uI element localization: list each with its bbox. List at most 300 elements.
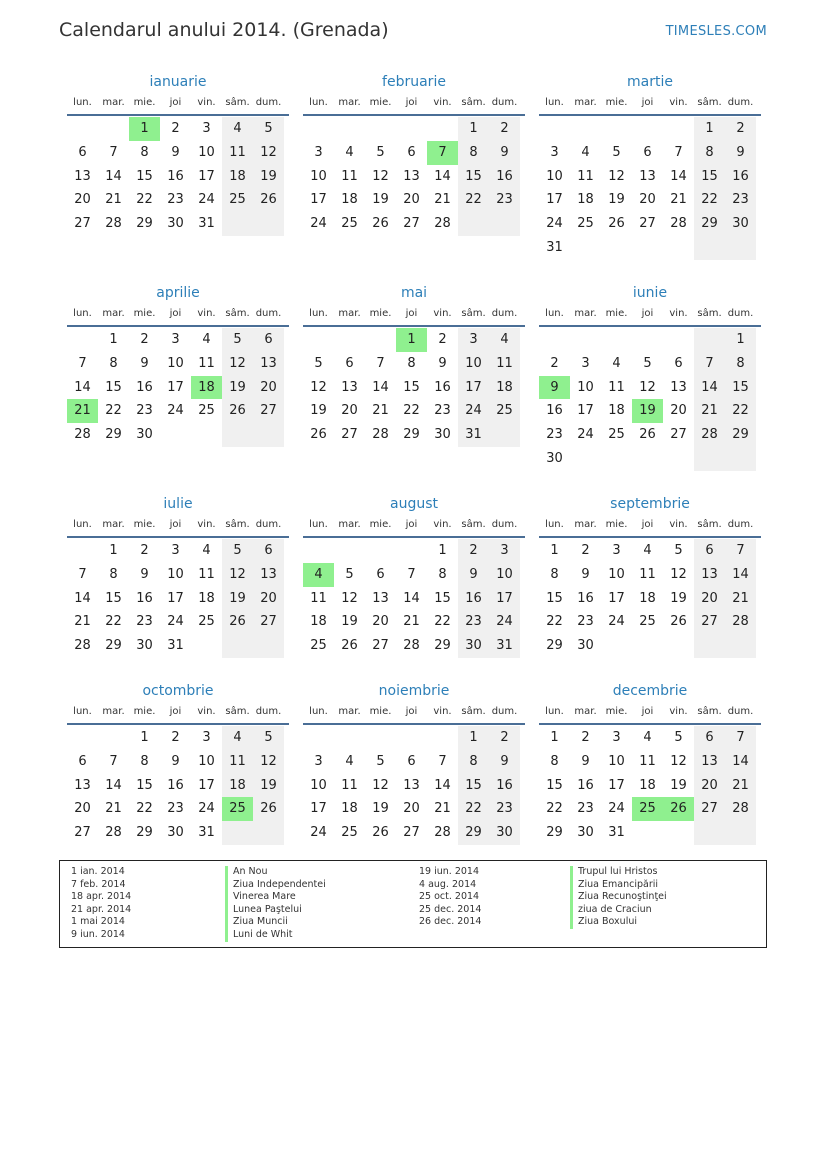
day-cell: 20 <box>341 403 358 419</box>
day-cell: 19 <box>670 777 687 793</box>
day-cell: 11 <box>198 355 215 371</box>
day-cell: 18 <box>577 192 594 208</box>
day-cell: 24 <box>489 610 520 634</box>
weekday-label: vin. <box>197 97 216 108</box>
empty-day-cell <box>191 634 222 658</box>
day-cell: 13 <box>253 563 284 587</box>
day-cell: 5 <box>222 328 253 352</box>
legend-holiday-name: Ziua Recunoştinţei <box>570 891 667 904</box>
day-cell: 1 <box>694 117 725 141</box>
day-cell: 27 <box>403 216 420 232</box>
day-cell: 6 <box>674 355 683 371</box>
day-cell: 31 <box>608 825 625 841</box>
day-cell: 29 <box>694 212 725 236</box>
holiday-day-cell: 1 <box>396 328 427 352</box>
day-cell: 10 <box>167 355 184 371</box>
day-cell: 16 <box>577 590 594 606</box>
empty-day-cell <box>601 328 632 352</box>
legend-date: 19 iun. 2014 <box>419 866 480 877</box>
day-cell: 12 <box>670 566 687 582</box>
day-cell: 21 <box>670 192 687 208</box>
day-cell: 1 <box>458 117 489 141</box>
month-noiembrie <box>303 681 525 845</box>
legend-holiday-name: Luni de Whit <box>225 929 326 942</box>
day-cell: 27 <box>372 638 389 654</box>
day-cell: 14 <box>725 563 756 587</box>
day-cell: 27 <box>253 399 284 423</box>
empty-day-cell <box>253 821 284 845</box>
month-iulie <box>67 494 289 658</box>
day-cell: 25 <box>639 614 656 630</box>
day-cell: 11 <box>341 168 358 184</box>
day-cell: 7 <box>694 352 725 376</box>
day-cell: 20 <box>403 801 420 817</box>
day-cell: 24 <box>310 216 327 232</box>
day-cell: 1 <box>458 726 489 750</box>
day-cell: 15 <box>458 774 489 798</box>
empty-day-cell <box>303 726 334 750</box>
empty-day-cell <box>632 447 663 471</box>
day-cell: 23 <box>489 188 520 212</box>
day-cell: 26 <box>253 797 284 821</box>
day-cell: 8 <box>407 355 416 371</box>
day-cell: 17 <box>458 376 489 400</box>
day-cell: 12 <box>639 379 656 395</box>
empty-day-cell <box>222 423 253 447</box>
day-cell: 31 <box>198 825 215 841</box>
day-cell: 19 <box>372 192 389 208</box>
day-cell: 5 <box>674 543 683 558</box>
weekday-header <box>67 94 289 116</box>
day-cell: 16 <box>434 379 451 395</box>
day-cell: 16 <box>725 165 756 189</box>
day-cell: 14 <box>403 590 420 606</box>
day-cell: 23 <box>136 403 153 419</box>
day-cell: 10 <box>167 566 184 582</box>
month-name: aprilie <box>156 285 200 301</box>
day-cell: 22 <box>105 614 122 630</box>
empty-day-cell <box>396 726 427 750</box>
weekday-label: mar. <box>102 519 125 530</box>
empty-day-cell <box>253 423 284 447</box>
day-cell: 8 <box>140 144 149 160</box>
legend-date: 9 iun. 2014 <box>71 928 125 940</box>
days-grid <box>303 117 525 236</box>
weekday-label: joi <box>169 97 182 108</box>
day-cell: 29 <box>105 638 122 654</box>
empty-day-cell <box>334 117 365 141</box>
day-cell: 28 <box>725 797 756 821</box>
empty-day-cell <box>632 328 663 352</box>
weekday-label: dum. <box>727 308 754 319</box>
day-cell: 6 <box>345 355 354 371</box>
day-cell: 9 <box>140 355 149 371</box>
day-cell: 19 <box>222 376 253 400</box>
day-cell: 24 <box>546 216 563 232</box>
day-cell: 21 <box>105 192 122 208</box>
weekday-label: mar. <box>338 97 361 108</box>
weekday-label: dum. <box>491 97 518 108</box>
empty-day-cell <box>222 821 253 845</box>
day-cell: 4 <box>202 543 211 558</box>
day-cell: 26 <box>253 188 284 212</box>
day-cell: 4 <box>581 144 590 160</box>
empty-day-cell <box>334 328 365 352</box>
day-cell: 8 <box>109 566 118 582</box>
legend-dates-left <box>71 866 131 942</box>
day-cell: 5 <box>253 117 284 141</box>
weekday-label: mie. <box>133 706 156 717</box>
days-grid <box>67 539 289 658</box>
day-cell: 10 <box>608 566 625 582</box>
day-cell: 22 <box>458 188 489 212</box>
day-cell: 7 <box>109 753 118 769</box>
day-cell: 12 <box>222 563 253 587</box>
weekday-label: mie. <box>133 519 156 530</box>
weekday-header <box>303 703 525 725</box>
day-cell: 4 <box>345 144 354 160</box>
month-decembrie <box>539 681 761 845</box>
empty-day-cell <box>663 328 694 352</box>
legend-holiday-name: Ziua Muncii <box>225 916 326 929</box>
day-cell: 6 <box>78 753 87 769</box>
day-cell: 15 <box>725 376 756 400</box>
empty-day-cell <box>303 328 334 352</box>
day-cell: 23 <box>458 610 489 634</box>
day-cell: 31 <box>198 216 215 232</box>
weekday-label: mar. <box>574 706 597 717</box>
weekday-label: vin. <box>197 308 216 319</box>
month-septembrie <box>539 494 761 658</box>
day-cell: 27 <box>74 825 91 841</box>
days-grid <box>303 539 525 658</box>
day-cell: 25 <box>198 403 215 419</box>
weekday-label: joi <box>641 97 654 108</box>
day-cell: 22 <box>458 797 489 821</box>
day-cell: 27 <box>694 610 725 634</box>
day-cell: 10 <box>310 168 327 184</box>
day-cell: 8 <box>725 352 756 376</box>
day-cell: 2 <box>725 117 756 141</box>
day-cell: 8 <box>550 753 559 769</box>
weekday-header <box>539 516 761 538</box>
day-cell: 27 <box>341 427 358 443</box>
month-name: noiembrie <box>378 683 450 699</box>
empty-day-cell <box>632 117 663 141</box>
day-cell: 31 <box>546 239 563 255</box>
legend-names-right <box>570 866 667 929</box>
weekday-label: lun. <box>73 706 92 717</box>
day-cell: 13 <box>403 777 420 793</box>
weekday-label: joi <box>641 706 654 717</box>
weekday-label: dum. <box>491 308 518 319</box>
day-cell: 19 <box>372 801 389 817</box>
day-cell: 15 <box>546 777 563 793</box>
day-cell: 2 <box>438 332 447 347</box>
day-cell: 3 <box>202 121 211 136</box>
empty-day-cell <box>725 821 756 845</box>
day-cell: 6 <box>253 328 284 352</box>
day-cell: 3 <box>171 332 180 347</box>
empty-day-cell <box>632 634 663 658</box>
empty-day-cell <box>191 423 222 447</box>
day-cell: 4 <box>489 328 520 352</box>
legend-date: 25 oct. 2014 <box>419 891 480 903</box>
day-cell: 24 <box>608 614 625 630</box>
weekday-label: sâm. <box>697 308 722 319</box>
weekday-label: mie. <box>369 308 392 319</box>
day-cell: 15 <box>434 590 451 606</box>
weekday-label: dum. <box>491 706 518 717</box>
day-cell: 13 <box>403 168 420 184</box>
empty-day-cell <box>160 423 191 447</box>
day-cell: 17 <box>608 590 625 606</box>
empty-day-cell <box>601 117 632 141</box>
brand-link[interactable]: TIMESLES.COM <box>665 24 767 39</box>
month-iunie <box>539 283 761 471</box>
month-name: februarie <box>382 74 446 90</box>
month-mai <box>303 283 525 447</box>
empty-day-cell <box>427 726 458 750</box>
day-cell: 29 <box>725 423 756 447</box>
day-cell: 14 <box>74 590 91 606</box>
holiday-day-cell: 19 <box>632 399 663 423</box>
month-februarie <box>303 72 525 236</box>
weekday-label: dum. <box>491 519 518 530</box>
day-cell: 5 <box>345 566 354 582</box>
day-cell: 30 <box>489 821 520 845</box>
day-cell: 24 <box>167 403 184 419</box>
day-cell: 26 <box>222 610 253 634</box>
day-cell: 13 <box>341 379 358 395</box>
day-cell: 13 <box>74 777 91 793</box>
month-name: septembrie <box>610 496 690 512</box>
weekday-label: lun. <box>309 97 328 108</box>
day-cell: 26 <box>372 825 389 841</box>
day-cell: 11 <box>608 379 625 395</box>
day-cell: 20 <box>639 192 656 208</box>
day-cell: 13 <box>372 590 389 606</box>
day-cell: 28 <box>74 638 91 654</box>
day-cell: 10 <box>198 753 215 769</box>
day-cell: 1 <box>140 730 149 745</box>
day-cell: 14 <box>725 750 756 774</box>
day-cell: 2 <box>171 121 180 136</box>
legend-date: 25 dec. 2014 <box>419 903 482 915</box>
weekday-label: joi <box>405 706 418 717</box>
day-cell: 5 <box>376 144 385 160</box>
day-cell: 18 <box>341 192 358 208</box>
empty-day-cell <box>365 539 396 563</box>
day-cell: 23 <box>725 188 756 212</box>
day-cell: 16 <box>136 590 153 606</box>
empty-day-cell <box>98 117 129 141</box>
day-cell: 26 <box>639 427 656 443</box>
empty-day-cell <box>539 328 570 352</box>
weekday-label: joi <box>641 519 654 530</box>
day-cell: 7 <box>725 539 756 563</box>
day-cell: 12 <box>608 168 625 184</box>
weekday-label: lun. <box>309 706 328 717</box>
empty-day-cell <box>365 328 396 352</box>
day-cell: 21 <box>694 399 725 423</box>
day-cell: 30 <box>434 427 451 443</box>
empty-day-cell <box>601 634 632 658</box>
weekday-label: mar. <box>574 97 597 108</box>
weekday-label: sâm. <box>697 97 722 108</box>
empty-day-cell <box>539 117 570 141</box>
day-cell: 1 <box>550 543 559 558</box>
empty-day-cell <box>570 117 601 141</box>
day-cell: 7 <box>438 753 447 769</box>
empty-day-cell <box>570 328 601 352</box>
empty-day-cell <box>570 236 601 260</box>
day-cell: 16 <box>489 774 520 798</box>
day-cell: 12 <box>670 753 687 769</box>
weekday-header <box>303 305 525 327</box>
day-cell: 31 <box>458 423 489 447</box>
day-cell: 28 <box>403 638 420 654</box>
day-cell: 29 <box>105 427 122 443</box>
empty-day-cell <box>694 821 725 845</box>
day-cell: 26 <box>222 399 253 423</box>
day-cell: 4 <box>643 730 652 745</box>
weekday-label: vin. <box>433 706 452 717</box>
day-cell: 28 <box>372 427 389 443</box>
weekday-label: vin. <box>433 519 452 530</box>
weekday-label: joi <box>405 308 418 319</box>
day-cell: 2 <box>581 543 590 558</box>
day-cell: 5 <box>612 144 621 160</box>
day-cell: 10 <box>608 753 625 769</box>
day-cell: 19 <box>222 587 253 611</box>
day-cell: 3 <box>612 543 621 558</box>
day-cell: 16 <box>577 777 594 793</box>
day-cell: 2 <box>581 730 590 745</box>
day-cell: 18 <box>489 376 520 400</box>
weekday-label: mie. <box>605 519 628 530</box>
day-cell: 26 <box>341 638 358 654</box>
page-title: Calendarul anului 2014. (Grenada) <box>59 19 389 41</box>
empty-day-cell <box>427 117 458 141</box>
day-cell: 10 <box>198 144 215 160</box>
empty-day-cell <box>458 212 489 236</box>
day-cell: 17 <box>577 403 594 419</box>
day-cell: 9 <box>489 750 520 774</box>
empty-day-cell <box>222 634 253 658</box>
weekday-label: lun. <box>545 706 564 717</box>
day-cell: 12 <box>253 750 284 774</box>
day-cell: 25 <box>341 825 358 841</box>
weekday-label: vin. <box>197 519 216 530</box>
day-cell: 17 <box>198 168 215 184</box>
weekday-label: mar. <box>574 308 597 319</box>
day-cell: 29 <box>434 638 451 654</box>
weekday-label: mie. <box>369 519 392 530</box>
day-cell: 23 <box>546 427 563 443</box>
weekday-label: sâm. <box>225 308 250 319</box>
day-cell: 6 <box>407 144 416 160</box>
day-cell: 4 <box>345 753 354 769</box>
empty-day-cell <box>725 236 756 260</box>
legend-dates-right <box>419 866 481 929</box>
weekday-header <box>539 703 761 725</box>
day-cell: 10 <box>489 563 520 587</box>
days-grid <box>539 726 761 845</box>
day-cell: 11 <box>489 352 520 376</box>
day-cell: 24 <box>310 825 327 841</box>
day-cell: 12 <box>253 141 284 165</box>
day-cell: 13 <box>670 379 687 395</box>
day-cell: 14 <box>105 168 122 184</box>
day-cell: 21 <box>434 801 451 817</box>
day-cell: 22 <box>546 801 563 817</box>
day-cell: 25 <box>198 614 215 630</box>
day-cell: 18 <box>639 777 656 793</box>
month-aprilie <box>67 283 289 447</box>
weekday-label: lun. <box>545 519 564 530</box>
day-cell: 14 <box>105 777 122 793</box>
legend-date: 4 aug. 2014 <box>419 878 477 890</box>
day-cell: 2 <box>140 543 149 558</box>
empty-day-cell <box>663 117 694 141</box>
day-cell: 17 <box>198 777 215 793</box>
day-cell: 6 <box>253 539 284 563</box>
day-cell: 23 <box>434 403 451 419</box>
day-cell: 14 <box>372 379 389 395</box>
empty-day-cell <box>489 423 520 447</box>
days-grid <box>539 539 761 658</box>
empty-day-cell <box>632 236 663 260</box>
days-grid <box>303 328 525 447</box>
day-cell: 6 <box>643 144 652 160</box>
day-cell: 23 <box>167 192 184 208</box>
day-cell: 9 <box>438 355 447 371</box>
day-cell: 27 <box>639 216 656 232</box>
day-cell: 15 <box>546 590 563 606</box>
weekday-label: vin. <box>669 519 688 530</box>
empty-day-cell <box>67 328 98 352</box>
day-cell: 18 <box>222 774 253 798</box>
day-cell: 22 <box>403 403 420 419</box>
day-cell: 8 <box>694 141 725 165</box>
day-cell: 27 <box>253 610 284 634</box>
day-cell: 21 <box>725 587 756 611</box>
day-cell: 28 <box>725 610 756 634</box>
day-cell: 20 <box>372 614 389 630</box>
day-cell: 10 <box>546 168 563 184</box>
empty-day-cell <box>222 212 253 236</box>
day-cell: 28 <box>670 216 687 232</box>
empty-day-cell <box>601 447 632 471</box>
day-cell: 23 <box>167 801 184 817</box>
day-cell: 5 <box>222 539 253 563</box>
weekday-label: lun. <box>545 308 564 319</box>
empty-day-cell <box>632 821 663 845</box>
day-cell: 22 <box>434 614 451 630</box>
day-cell: 6 <box>376 566 385 582</box>
day-cell: 23 <box>136 614 153 630</box>
day-cell: 14 <box>694 376 725 400</box>
holiday-day-cell: 7 <box>427 141 458 165</box>
day-cell: 12 <box>341 590 358 606</box>
day-cell: 7 <box>376 355 385 371</box>
weekday-label: joi <box>641 308 654 319</box>
empty-day-cell <box>725 447 756 471</box>
weekday-label: sâm. <box>461 519 486 530</box>
day-cell: 19 <box>253 774 284 798</box>
weekday-label: sâm. <box>461 308 486 319</box>
